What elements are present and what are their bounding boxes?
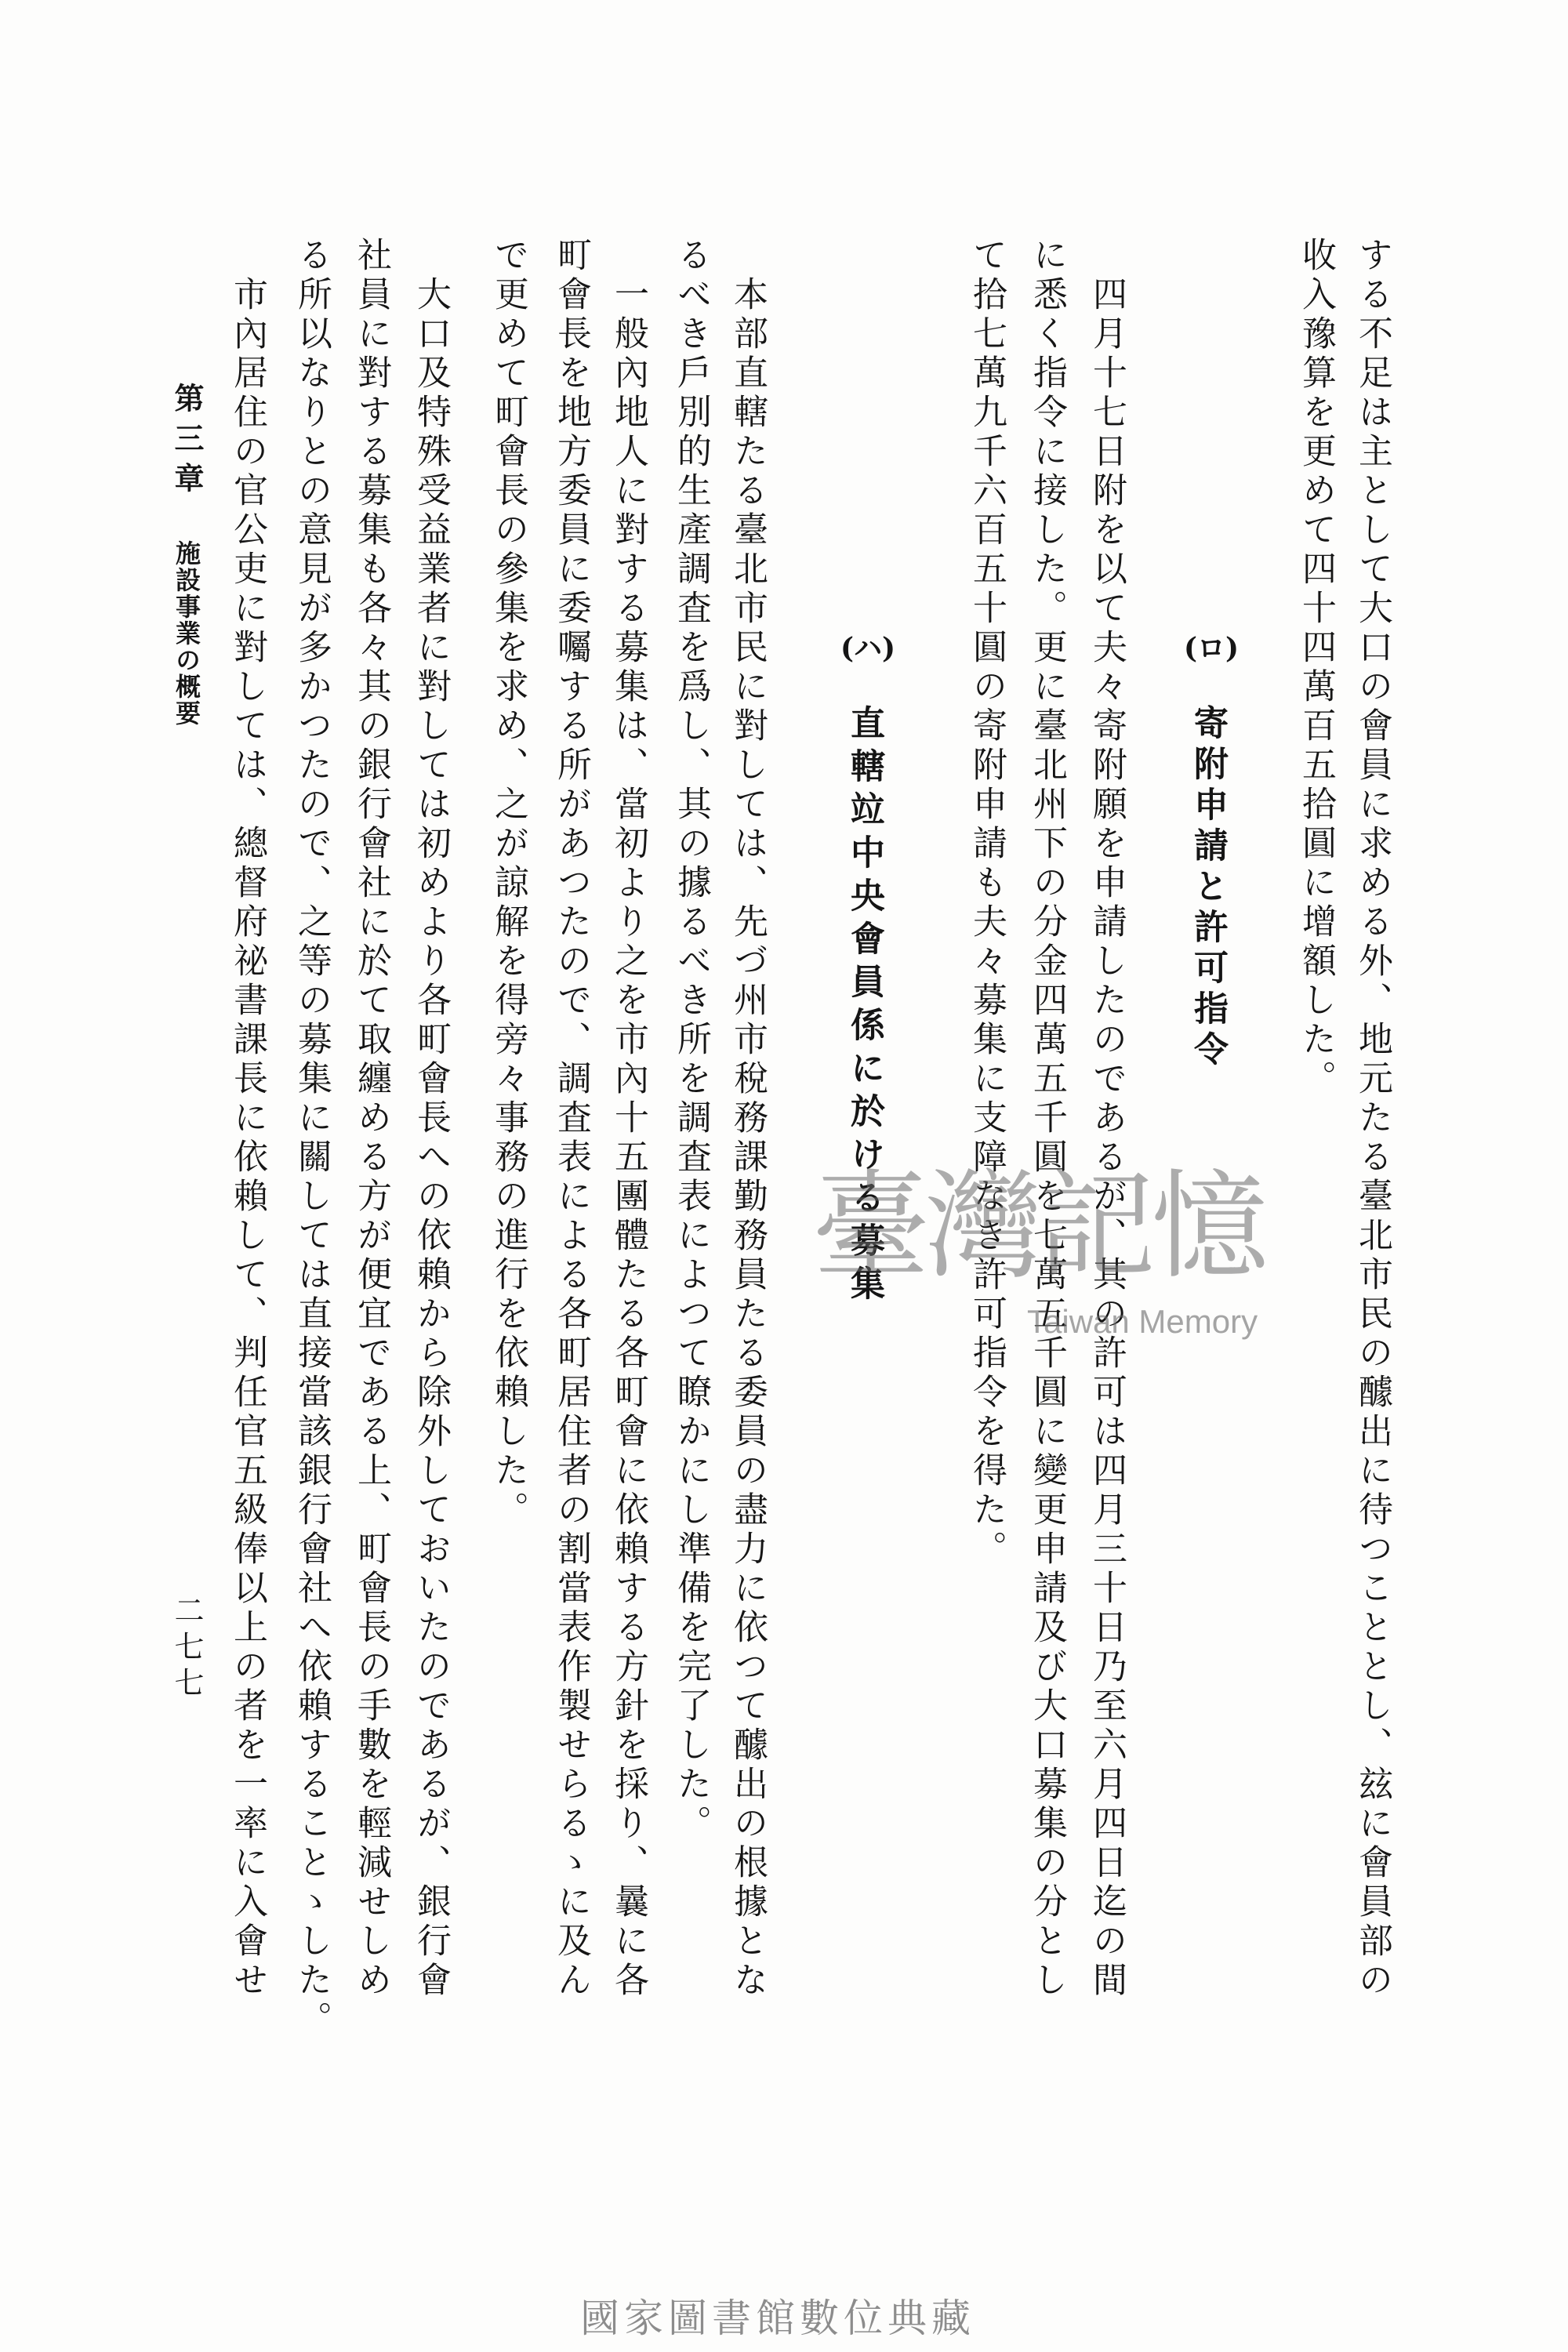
section-marker-ro: (ロ) — [1184, 632, 1240, 665]
running-head-chapter: 第三章 — [169, 383, 205, 503]
text-line: 社員に對する募集も各々其の銀行會社に於て取纏める方が便宜である上、町會長の手數を輕減せしめ — [351, 237, 391, 2001]
text-line: する不足は主として大口の會員に求める外、地元たる臺北市民の醵出に待つこととし、玆に會員部の — [1352, 237, 1392, 2001]
watermark-logo: 臺灣記憶 — [812, 1159, 1265, 1295]
text-line: る所以なりとの意見が多かつたので、之等の募集に關しては直接當該銀行會社へ依賴することゝした。 — [292, 237, 332, 2040]
section-heading-ha: 直轄竝中央會員係に於ける募集 — [844, 705, 884, 1308]
text-line: 四月十七日附を以て夫々寄附願を申請したのであるが、其の許可は四月三十日乃至六月四日迄の間 — [1087, 276, 1127, 2001]
text-line: に悉く指令に接した。更に臺北州下の分金四萬五千圓を七萬五千圓に變更申請及び大口募集の分とし — [1027, 237, 1067, 2001]
text-line: で更めて町會長の參集を求め、之が諒解を得旁々事務の進行を依賴した。 — [488, 237, 528, 1530]
footer-credit: 國家圖書館數位典藏 — [580, 2296, 975, 2341]
running-head-title: 施設事業の概要 — [172, 540, 201, 727]
text-line: 一般內地人に對する募集は、當初より之を市內十五團體たる各町會に依賴する方針を採り、曩に各 — [608, 276, 648, 2001]
section-marker-ha: (ハ) — [840, 632, 896, 665]
text-line: るべき戶別的生產調査を爲し、其の據るべき所を調査表によつて瞭かにし準備を完了した。 — [671, 237, 711, 1844]
section-heading-ro: 寄附申請と許可指令 — [1188, 705, 1228, 1072]
watermark-logo-subtitle: Taiwan Memory — [1027, 1303, 1258, 1340]
text-line: 大口及特殊受益業者に對しては初めより各町會長への依賴から除外しておいたのであるが、銀行會 — [411, 276, 451, 2001]
text-line: 本部直轄たる臺北市民に對しては、先づ州市稅務課勤務員たる委員の盡力に依つて醵出の根據とな — [728, 276, 768, 2001]
text-line: 市內居住の官公吏に對しては、總督府祕書課長に依賴して、判任官五級俸以上の者を一率に入會せ — [227, 276, 267, 2001]
page-number: 二七七 — [169, 1595, 204, 1703]
text-line: て拾七萬九千六百五十圓の寄附申請も夫々募集に支障なき許可指令を得た。 — [967, 237, 1007, 1570]
text-line: 町會長を地方委員に委囑する所があつたので、調査表による各町居住者の割當表作製せらるゝに及ん — [551, 237, 591, 2001]
text-line: 收入豫算を更めて四十四萬百五拾圓に增額した。 — [1296, 237, 1336, 1099]
